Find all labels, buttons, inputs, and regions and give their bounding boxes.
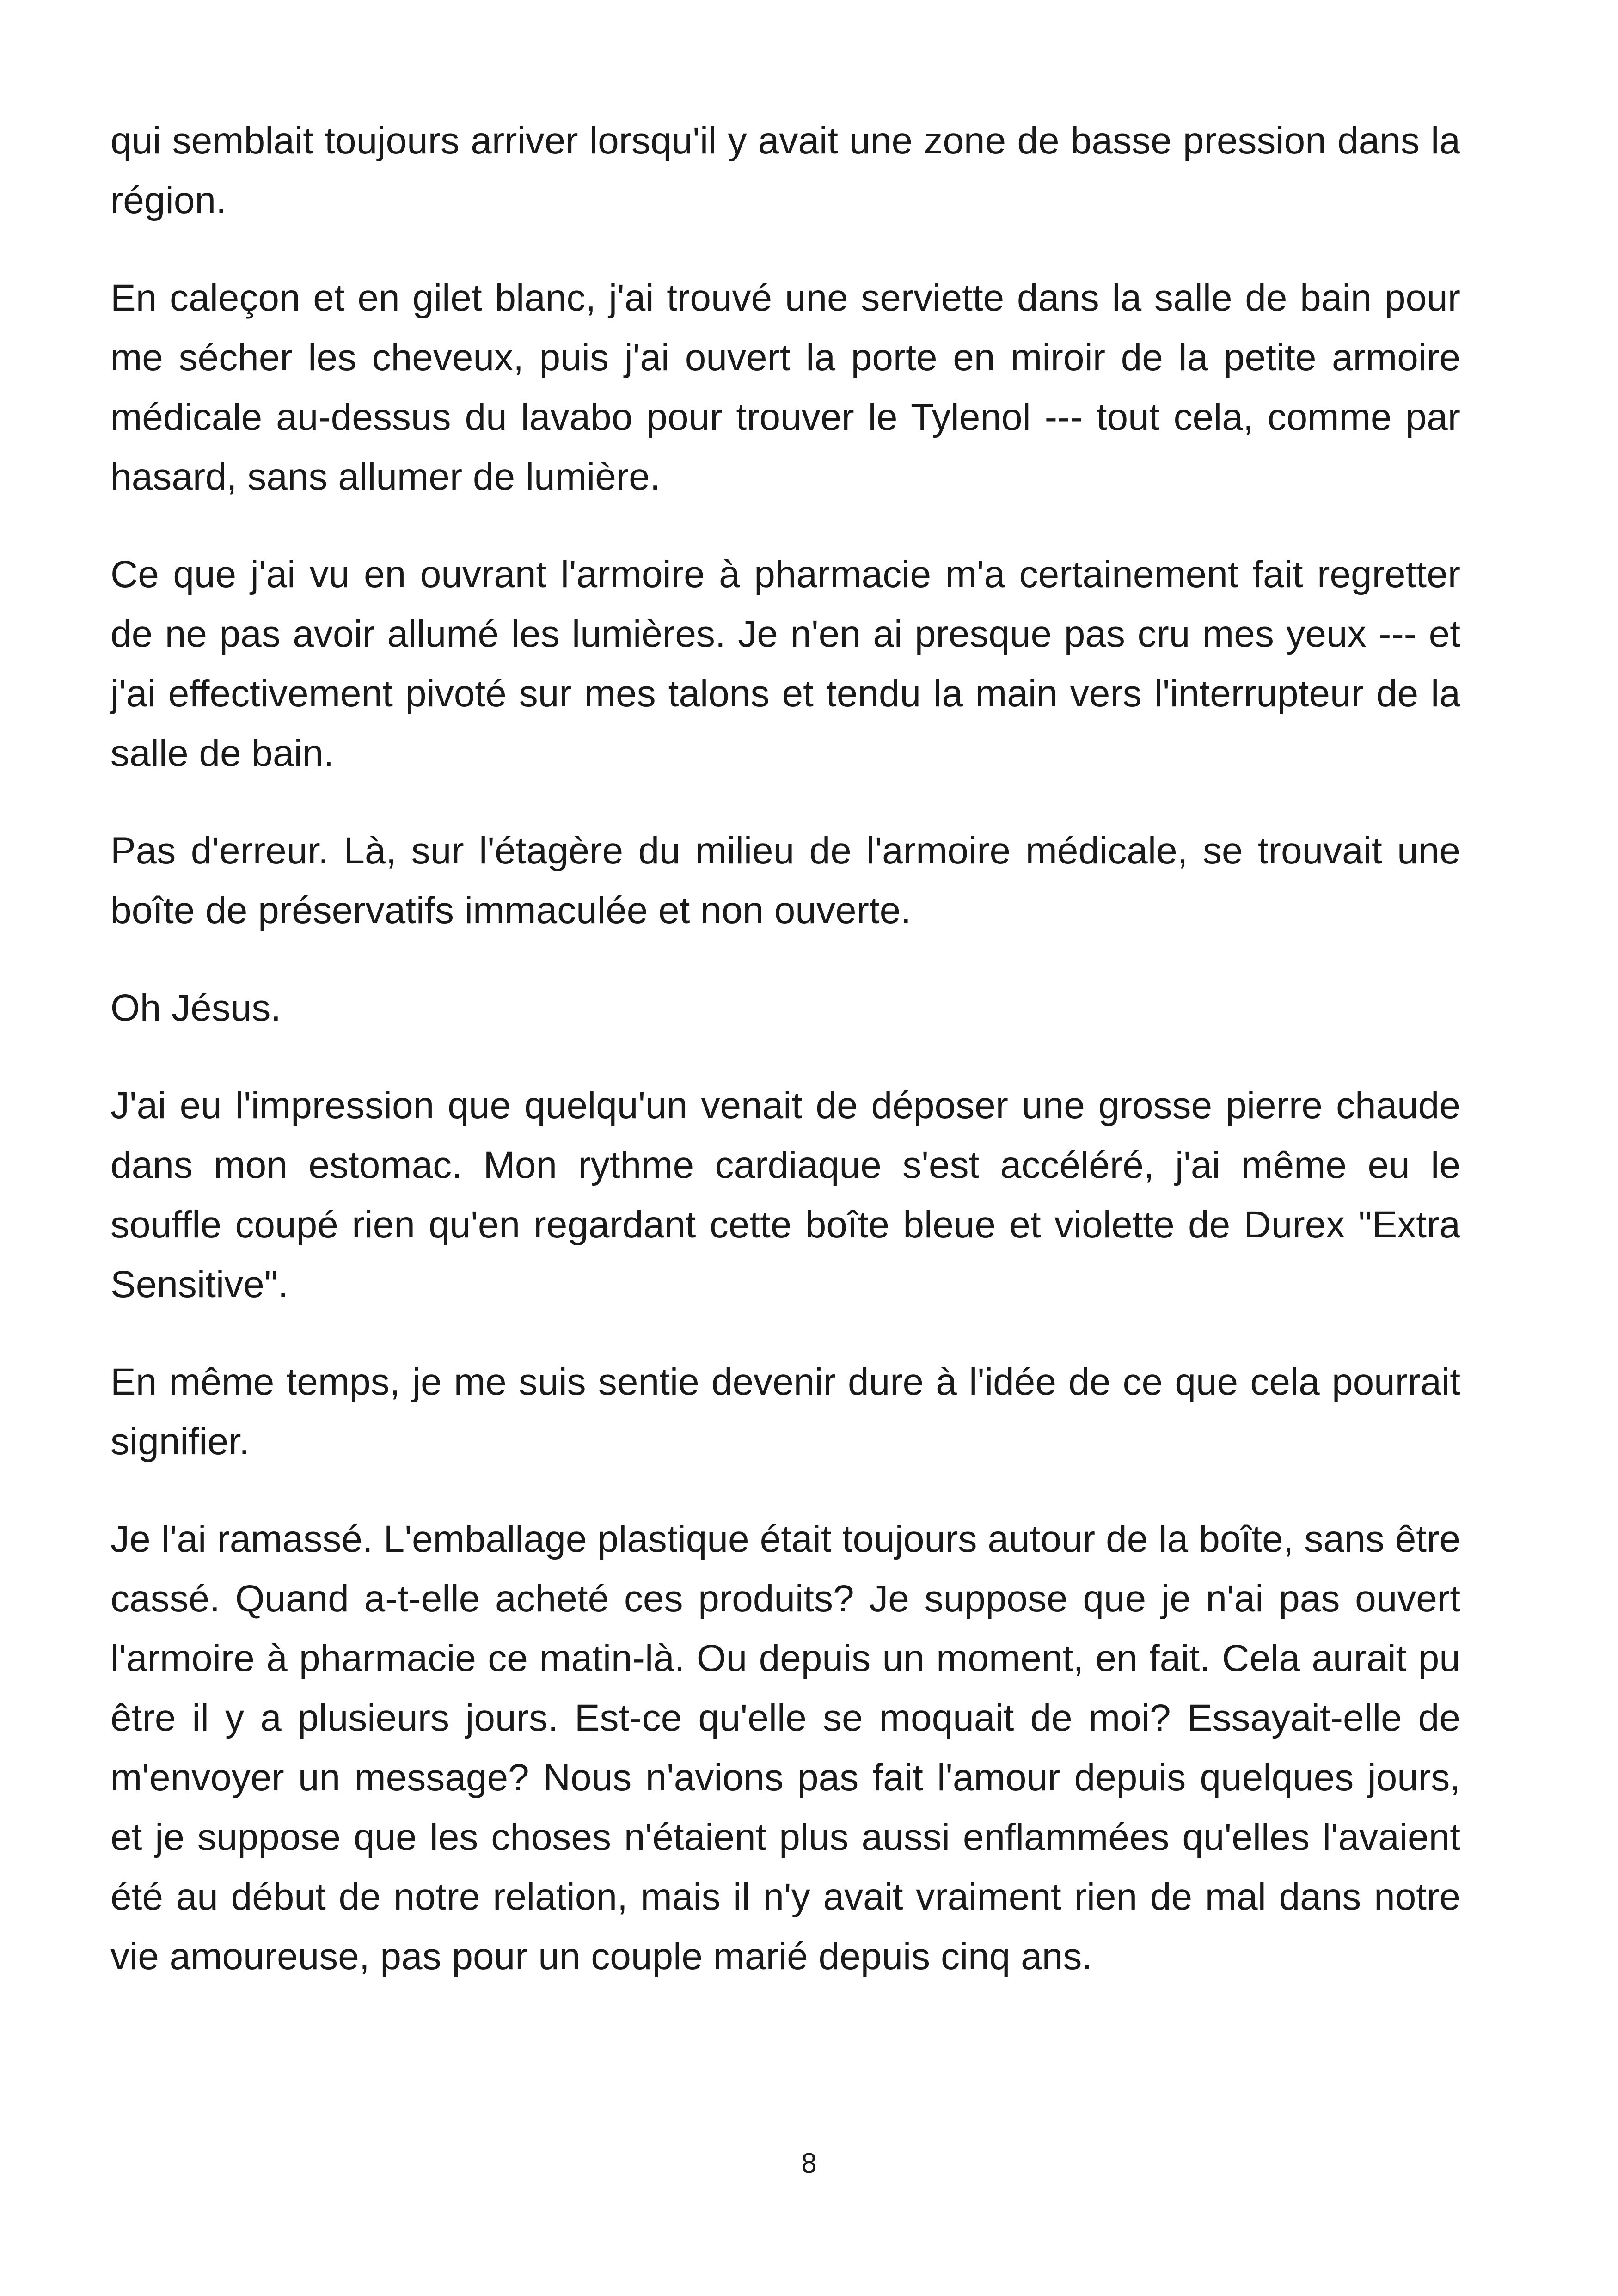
paragraph-1: qui semblait toujours arriver lorsqu'il y avait une zone de basse pression dans la région. — [110, 120, 1460, 221]
body-text — [110, 111, 1460, 1986]
paragraph-3: Ce que j'ai vu en ouvrant l'armoire à pharmacie m'a certainement fait regretter de ne pas avoir allumé les lumières. Je n'en ai presque pas cru mes yeux --- et j'ai effectivement pivoté sur mes talons et tendu la main vers l'interrupteur de la salle de bain. — [110, 553, 1460, 774]
paragraph-8: Je l'ai ramassé. L'emballage plastique était toujours autour de la boîte, sans être cassé. Quand a-t-elle acheté ces produits? Je suppose que je n'ai pas ouvert l'armoire à pharmacie ce matin-là. Ou depuis un moment, en fait. Cela aurait pu être il y a plusieurs jours. Est-ce qu'elle se moquait de moi? Essayait-elle de m'envoyer un message? Nous n'avions pas fait l'amour depuis quelques jours, et je suppose que les choses n'étaient plus aussi enflammées qu'elles l'avaient été au début de notre relation, mais il n'y avait vraiment rien de mal dans notre vie amoureuse, pas pour un couple marié depuis cinq ans. — [110, 1518, 1460, 1978]
page-number: 8 — [801, 2148, 817, 2179]
paragraph-2: En caleçon et en gilet blanc, j'ai trouvé une serviette dans la salle de bain pour me sécher les cheveux, puis j'ai ouvert la porte en miroir de la petite armoire médicale au-dessus du lavabo pour trouver le Tylenol --- tout cela, comme par hasard, sans allumer de lumière. — [110, 277, 1460, 498]
paragraph-6: J'ai eu l'impression que quelqu'un venait de déposer une grosse pierre chaude dans mon estomac. Mon rythme cardiaque s'est accéléré, j'ai même eu le souffle coupé rien qu'en regardant cette boîte bleue et violette de Durex "Extra Sensitive". — [110, 1084, 1460, 1305]
paragraph-5: Oh Jésus. — [110, 987, 282, 1029]
paragraph-4: Pas d'erreur. Là, sur l'étagère du milieu de l'armoire médicale, se trouvait une boîte de préservatifs immaculée et non ouverte. — [110, 830, 1460, 931]
paragraph-7: En même temps, je me suis sentie devenir dure à l'idée de ce que cela pourrait signifier. — [110, 1361, 1460, 1463]
